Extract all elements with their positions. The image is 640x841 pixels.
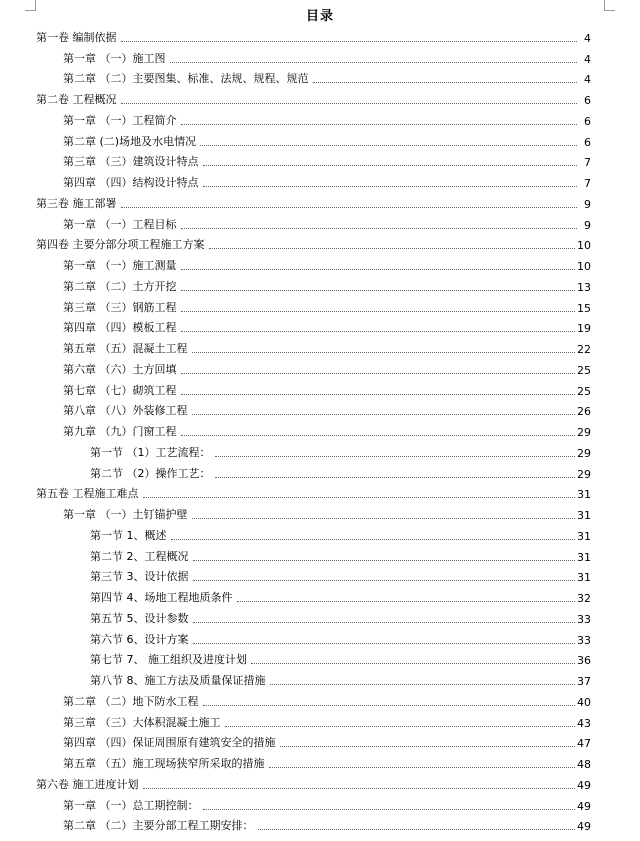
toc-entry-page-number: 6 <box>584 94 591 107</box>
toc-entry-page-number: 33 <box>577 633 591 647</box>
dot-leader <box>170 62 578 63</box>
toc-entry-label: 第三章 （三）大体积混凝土施工 <box>63 715 221 729</box>
toc-entry-page-number: 31 <box>577 550 591 564</box>
toc-entry-label: 第六章 （六）土方回填 <box>63 362 177 376</box>
dot-leader <box>181 290 576 291</box>
toc-entry-label: 第一卷 编制依据 <box>36 30 117 44</box>
toc-entry-level-3[interactable] <box>36 439 591 460</box>
toc-entry-level-2[interactable] <box>36 107 591 128</box>
toc-entry-level-1[interactable] <box>36 232 591 253</box>
dot-leader <box>237 601 576 602</box>
toc-entry-page-number: 33 <box>577 612 591 626</box>
toc-entry-page-number: 7 <box>584 156 591 170</box>
toc-entry-label: 第五卷 工程施工难点 <box>36 487 139 501</box>
toc-entry-level-3[interactable] <box>36 667 591 688</box>
toc-entry-page-number: 6 <box>584 135 591 149</box>
toc-entry-level-2[interactable] <box>36 211 591 232</box>
toc-entry-page-number: 22 <box>577 343 591 356</box>
dot-leader <box>181 228 578 229</box>
toc-entry-level-3[interactable] <box>36 626 591 647</box>
toc-entry-label: 第一节 （1）工艺流程： <box>90 445 211 459</box>
dot-leader <box>181 435 576 436</box>
toc-entry-level-2[interactable] <box>36 792 591 813</box>
toc-entry-label: 第三节 3、设计依据 <box>90 570 189 584</box>
toc-entry-label: 第二章 （二）主要分部工程工期安排： <box>63 819 254 833</box>
dot-leader <box>193 560 576 561</box>
toc-entry-page-number: 29 <box>577 467 591 481</box>
toc-entry-page-number: 48 <box>577 758 591 771</box>
toc-entry-page-number: 29 <box>577 446 591 460</box>
dot-leader <box>270 684 576 685</box>
toc-entry-label: 第七章 （七）砌筑工程 <box>63 383 177 397</box>
toc-entry-page-number: 31 <box>577 571 591 585</box>
dot-leader <box>143 497 576 498</box>
dot-leader <box>215 477 576 478</box>
toc-entry-level-2[interactable] <box>36 149 591 170</box>
toc-entry-level-2[interactable] <box>36 813 591 834</box>
dot-leader <box>181 331 576 332</box>
toc-entry-page-number: 49 <box>577 820 591 834</box>
toc-entry-label: 第六卷 施工进度计划 <box>36 777 139 791</box>
toc-entry-page-number: 25 <box>577 363 591 377</box>
toc-entry-level-1[interactable] <box>36 86 591 107</box>
dot-leader <box>171 539 576 540</box>
toc-entry-page-number: 29 <box>577 426 591 439</box>
toc-entry-page-number: 37 <box>577 675 591 688</box>
toc-entry-page-number: 19 <box>577 322 591 336</box>
toc-entry-page-number: 47 <box>577 737 591 751</box>
toc-entry-page-number: 49 <box>577 778 591 792</box>
dot-leader <box>251 663 575 664</box>
toc-entry-label: 第三章 （三）建筑设计特点 <box>63 155 199 169</box>
toc-entry-level-3[interactable] <box>36 605 591 626</box>
toc-entry-page-number: 26 <box>577 405 591 419</box>
toc-entry-level-2[interactable] <box>36 418 591 439</box>
toc-entry-label: 第一章 （一）施工测量 <box>63 259 177 272</box>
toc-entry-level-3[interactable] <box>36 584 591 605</box>
toc-entry-label: 第八章 （八）外装修工程 <box>63 404 188 418</box>
toc-entry-label: 第二卷 工程概况 <box>36 93 117 106</box>
dot-leader <box>203 186 578 187</box>
dot-leader <box>181 311 576 312</box>
toc-entry-level-2[interactable] <box>36 294 591 315</box>
toc-entry-level-2[interactable] <box>36 335 591 356</box>
toc-entry-label: 第四章 （四）保证周围原有建筑安全的措施 <box>63 736 276 750</box>
toc-entry-level-1[interactable] <box>36 481 591 502</box>
toc-entry-level-2[interactable] <box>36 501 591 522</box>
toc-entry-level-2[interactable] <box>36 66 591 87</box>
toc-entry-level-2[interactable] <box>36 315 591 336</box>
dot-leader <box>121 41 578 42</box>
dot-leader <box>225 726 576 727</box>
toc-entry-level-2[interactable] <box>36 750 591 771</box>
toc-entry-label: 第五章 （五）混凝土工程 <box>63 342 188 355</box>
dot-leader <box>192 414 576 415</box>
toc-entry-label: 第九章 （九）门窗工程 <box>63 425 177 438</box>
dot-leader <box>203 705 576 706</box>
toc-entry-page-number: 32 <box>577 592 591 605</box>
toc-entry-page-number: 25 <box>577 384 591 398</box>
toc-entry-level-2[interactable] <box>36 688 591 709</box>
toc-entry-level-2[interactable] <box>36 273 591 294</box>
toc-entry-label: 第八节 8、施工方法及质量保证措施 <box>90 674 266 687</box>
toc-entry-label: 第二章 (二)场地及水电情况 <box>63 134 197 148</box>
dot-leader <box>258 829 576 830</box>
toc-entry-page-number: 49 <box>577 799 591 813</box>
toc-entry-level-2[interactable] <box>36 356 591 377</box>
toc-entry-label: 第四章 （四）模板工程 <box>63 321 177 335</box>
toc-entry-page-number: 6 <box>584 114 591 128</box>
dot-leader <box>192 352 576 353</box>
toc-entry-label: 第一章 （一）总工期控制： <box>63 798 199 812</box>
toc-entry-level-2[interactable] <box>36 169 591 190</box>
toc-entry-label: 第一章 （一）工程目标 <box>63 217 177 231</box>
dot-leader <box>203 165 578 166</box>
dot-leader <box>193 643 576 644</box>
toc-entry-label: 第一章 （一）施工图 <box>63 51 166 65</box>
toc-entry-page-number: 31 <box>577 488 591 502</box>
toc-entry-page-number: 4 <box>584 52 591 66</box>
toc-entry-level-3[interactable] <box>36 564 591 585</box>
toc-entry-level-1[interactable] <box>36 24 591 45</box>
toc-entry-label: 第七节 7、 施工组织及进度计划 <box>90 653 247 667</box>
dot-leader <box>193 580 576 581</box>
toc-entry-level-2[interactable] <box>36 377 591 398</box>
dot-leader <box>121 103 578 104</box>
toc-entry-level-2[interactable] <box>36 252 591 273</box>
toc-entry-label: 第五节 5、设计参数 <box>90 611 189 625</box>
toc-entry-level-3[interactable] <box>36 522 591 543</box>
toc-entry-page-number: 4 <box>584 73 591 87</box>
toc-entry-label: 第四章 （四）结构设计特点 <box>63 176 199 189</box>
dot-leader <box>209 248 576 249</box>
dot-leader <box>181 394 576 395</box>
toc-entry-level-2[interactable] <box>36 398 591 419</box>
dot-leader <box>215 456 576 457</box>
toc-entry-label: 第三卷 施工部署 <box>36 196 117 210</box>
dot-leader <box>121 207 578 208</box>
toc-entry-level-3[interactable] <box>36 460 591 481</box>
toc-entry-page-number: 13 <box>577 280 591 294</box>
page-title: 目录 <box>305 9 334 24</box>
toc-entry-level-2[interactable] <box>36 709 591 730</box>
toc-entry-label: 第二章 （二）土方开挖 <box>63 279 177 293</box>
toc-entry-page-number: 40 <box>577 695 591 709</box>
toc-entry-level-2[interactable] <box>36 45 591 66</box>
toc-entry-page-number: 7 <box>584 177 591 190</box>
toc-entry-label: 第二节 2、工程概况 <box>90 549 189 563</box>
dot-leader <box>181 373 576 374</box>
toc-entry-label: 第一章 （一）工程简介 <box>63 113 177 127</box>
dot-leader <box>313 82 578 83</box>
toc-entry-label: 第二节 （2）操作工艺： <box>90 466 211 480</box>
toc-entry-page-number: 31 <box>577 529 591 543</box>
dot-leader <box>192 518 576 519</box>
toc-entry-page-number: 31 <box>577 509 591 522</box>
toc-entry-label: 第一章 （一）土钉锚护壁 <box>63 508 188 521</box>
toc-entry-label: 第三章 （三）钢筋工程 <box>63 300 177 314</box>
toc-entry-label: 第二章 （二）主要图集、标准、法规、规程、规范 <box>63 72 309 86</box>
dot-leader <box>193 622 576 623</box>
dot-leader <box>143 788 576 789</box>
dot-leader <box>269 767 576 768</box>
dot-leader <box>200 145 577 146</box>
toc-entry-page-number: 10 <box>577 239 591 253</box>
table-of-contents <box>36 24 591 833</box>
toc-entry-level-1[interactable] <box>36 771 591 792</box>
toc-entry-label: 第二章 （二）地下防水工程 <box>63 694 199 708</box>
toc-entry-level-2[interactable] <box>36 128 591 149</box>
toc-entry-page-number: 10 <box>577 260 591 273</box>
toc-entry-level-3[interactable] <box>36 647 591 668</box>
toc-entry-page-number: 9 <box>584 218 591 232</box>
toc-entry-page-number: 36 <box>577 654 591 668</box>
toc-entry-label: 第六节 6、设计方案 <box>90 632 189 646</box>
toc-entry-label: 第一节 1、概述 <box>90 528 167 542</box>
dot-leader <box>181 269 576 270</box>
toc-entry-level-3[interactable] <box>36 543 591 564</box>
toc-entry-label: 第五章 （五）施工现场狭窄所采取的措施 <box>63 757 265 770</box>
toc-entry-page-number: 9 <box>584 197 591 211</box>
dot-leader <box>280 746 576 747</box>
toc-entry-label: 第四节 4、场地工程地质条件 <box>90 591 233 604</box>
toc-entry-page-number: 4 <box>584 31 591 45</box>
toc-entry-page-number: 15 <box>577 301 591 315</box>
dot-leader <box>181 124 578 125</box>
toc-entry-level-1[interactable] <box>36 190 591 211</box>
toc-entry-label: 第四卷 主要分部分项工程施工方案 <box>36 238 205 252</box>
dot-leader <box>203 809 576 810</box>
toc-entry-level-2[interactable] <box>36 730 591 751</box>
toc-entry-page-number: 43 <box>577 716 591 730</box>
